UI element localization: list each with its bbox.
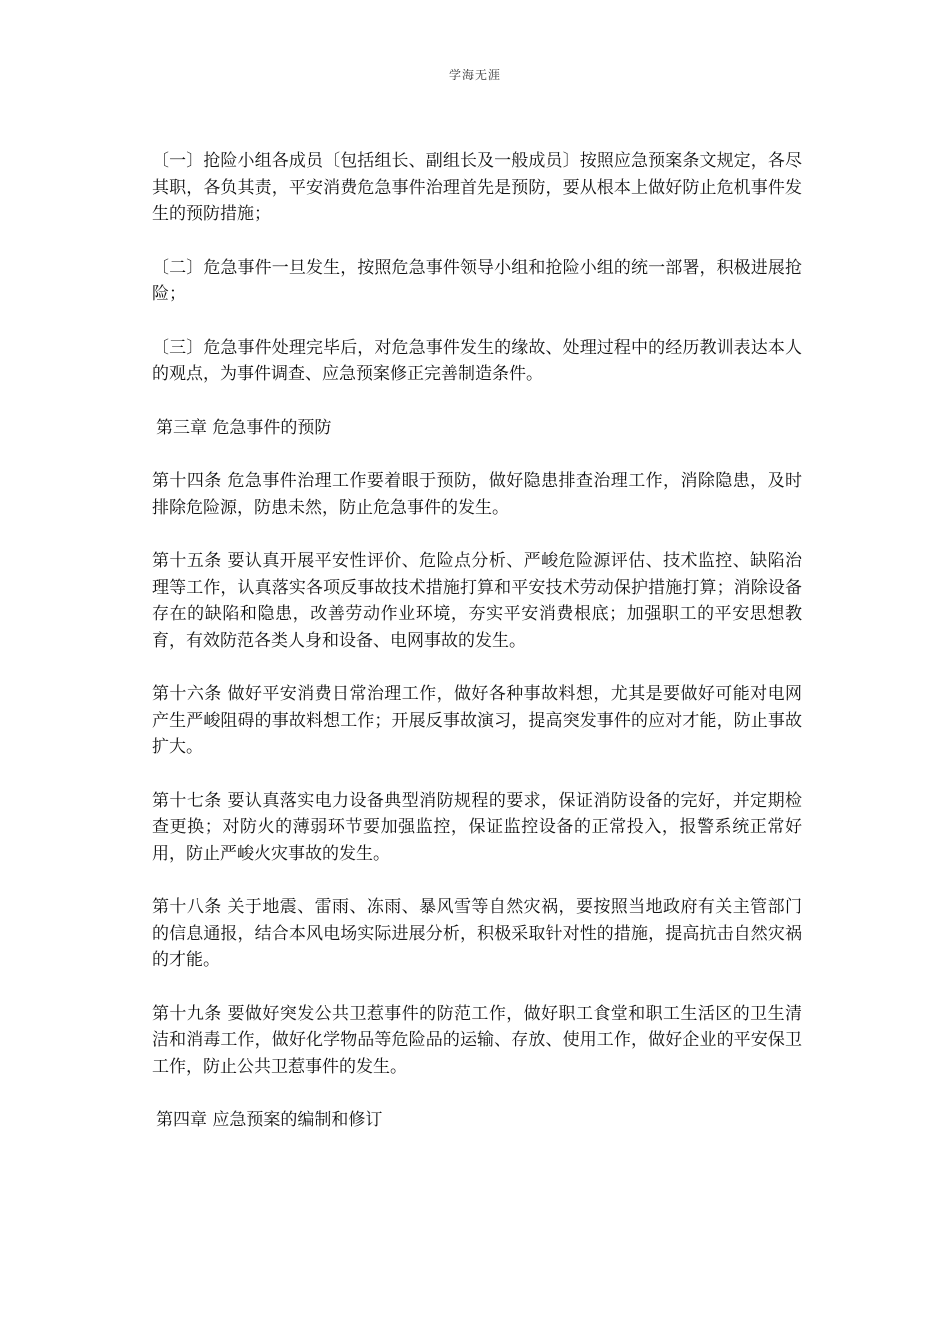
paragraph-3: 〔三〕危急事件处理完毕后，对危急事件发生的缘故、处理过程中的经历教训表达本人的观点，为事件调查、应急预案修正完善制造条件。: [152, 337, 802, 384]
article-19: 第十九条 要做好突发公共卫惹事件的防范工作，做好职工食堂和职工生活区的卫生清洁和消毒工作，做好化学物品等危险品的运输、存放、使用工作，做好企业的平安保卫工作，防止公共卫惹事件的发生。: [152, 1003, 802, 1077]
document-body: [152, 148, 802, 1161]
paragraph-2: 〔二〕危急事件一旦发生，按照危急事件领导小组和抢险小组的统一部署，积极进展抢险；: [152, 257, 802, 304]
article-17: 第十七条 要认真落实电力设备典型消防规程的要求，保证消防设备的完好，并定期检查更换；对防火的薄弱环节要加强监控，保证监控设备的正常投入，报警系统正常好用，防止严峻火灾事故的发生。: [152, 790, 802, 864]
chapter-heading-4: 第四章 应急预案的编制和修订: [156, 1110, 383, 1130]
article-15: 第十五条 要认真开展平安性评价、危险点分析、严峻危险源评估、技术监控、缺陷治理等工作，认真落实各项反事故技术措施打算和平安技术劳动保护措施打算；消除设备存在的缺陷和隐患，改善劳动作业环境，夯实平安消费根底；加强职工的平安思想教育，有效防范各类人身和设备、电网事故的发生。: [152, 551, 802, 651]
article-18: 第十八条 关于地震、雷雨、冻雨、暴风雪等自然灾祸，要按照当地政府有关主管部门的信息通报，结合本风电场实际进展分析，积极采取针对性的措施，提高抗击自然灾祸的才能。: [152, 897, 802, 970]
paragraph-1: 〔一〕抢险小组各成员〔包括组长、副组长及一般成员〕按照应急预案条文规定，各尽其职，各负其责，平安消费危急事件治理首先是预防，要从根本上做好防止危机事件发生的预防措施；: [152, 151, 802, 224]
article-16: 第十六条 做好平安消费日常治理工作，做好各种事故料想，尤其是要做好可能对电网产生严峻阻碍的事故料想工作；开展反事故演习，提高突发事件的应对才能，防止事故扩大。: [152, 684, 802, 757]
chapter-heading-3: 第三章 危急事件的预防: [156, 417, 332, 438]
article-14: 第十四条 危急事件治理工作要着眼于预防，做好隐患排查治理工作，消除隐患，及时排除危险源，防患未然，防止危急事件的发生。: [152, 471, 802, 518]
page-header: 学海无涯: [448, 68, 501, 82]
